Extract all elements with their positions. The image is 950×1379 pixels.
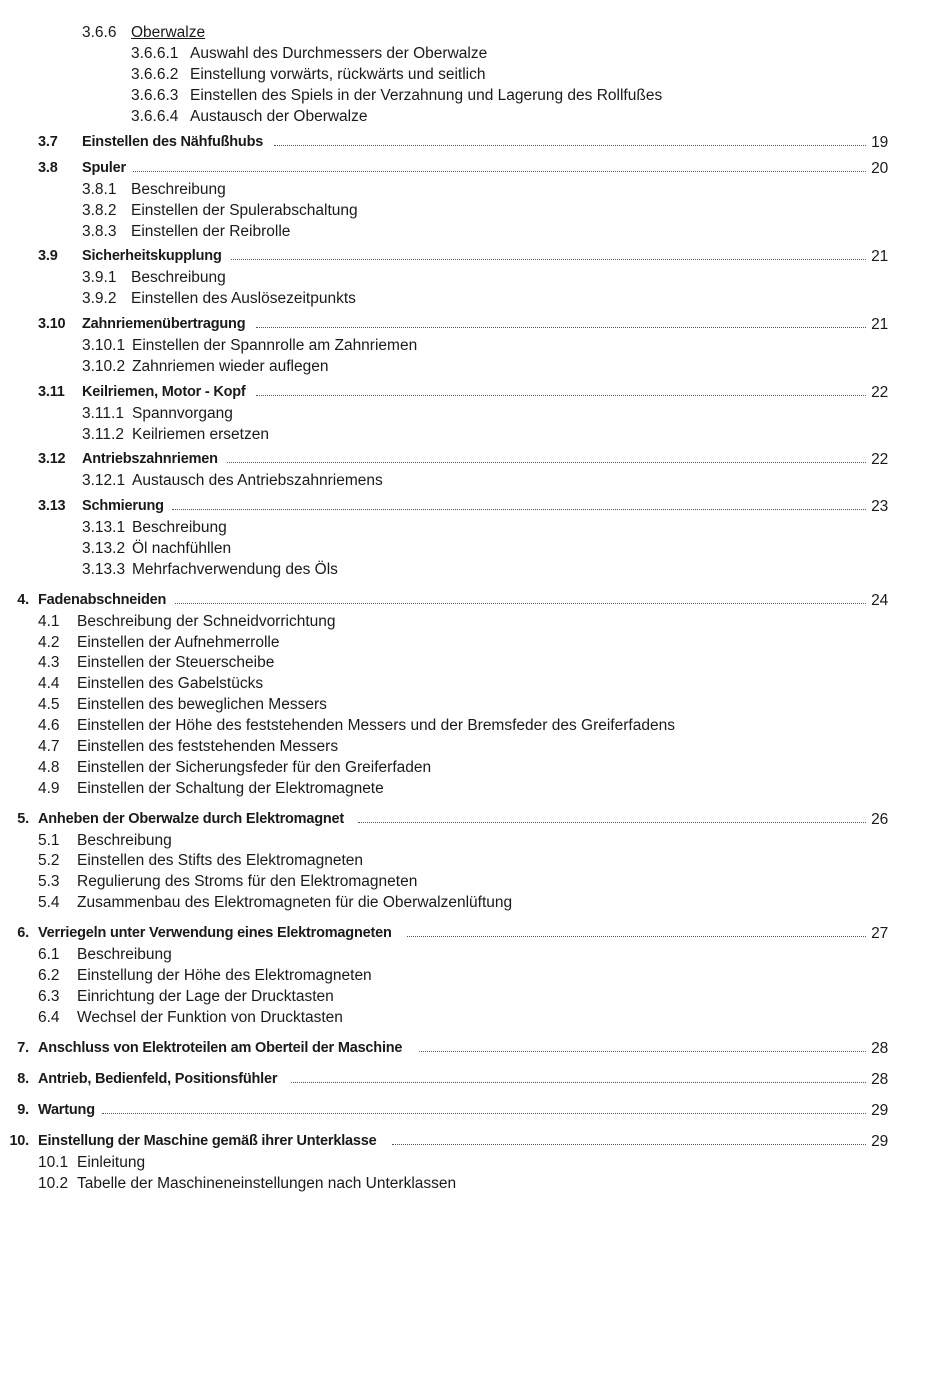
toc-label: Fadenabschneiden [38,592,167,608]
toc-label: Beschreibung der Schneidvorrichtung [77,613,336,630]
dot-leader [392,1144,866,1145]
toc-label: Wechsel der Funktion von Drucktasten [77,1009,343,1026]
toc-number: 5.2 [38,852,60,869]
toc-entry[interactable] [0,778,950,799]
toc-label: Oberwalze [131,24,206,41]
toc-number: 4.9 [38,780,60,797]
toc-label: Einstellen der Reibrolle [131,223,291,240]
toc-number: 3.9 [38,248,58,264]
dot-leader [227,462,866,463]
toc-entry[interactable] [0,871,950,892]
toc-label: Wartung [38,1102,95,1118]
toc-entry[interactable] [0,830,950,851]
toc-entry[interactable] [0,1173,950,1194]
toc-number: 4.1 [38,613,60,630]
toc-number: 3.8.2 [82,202,117,219]
dot-leader [231,259,866,260]
toc-number: 4.7 [38,738,60,755]
toc-label: Beschreibung [77,946,172,963]
toc-heading[interactable] [0,382,950,403]
toc-entry[interactable] [0,267,950,288]
toc-number: 6.1 [38,946,60,963]
toc-page-number: 24 [871,592,888,609]
toc-number: 3.10.1 [82,337,126,354]
toc-number: 10. [9,1133,29,1149]
toc-number: 4.6 [38,717,60,734]
toc-label: Spuler [82,160,126,176]
toc-label: Einstellen des feststehenden Messers [77,738,339,755]
toc-number: 10.1 [38,1154,69,1171]
toc-label: Einstellung vorwärts, rückwärts und seitlich [190,66,486,83]
toc-entry[interactable] [0,22,950,43]
toc-number: 3.6.6.3 [131,87,179,104]
toc-number: 4.3 [38,654,60,671]
dot-leader [291,1082,866,1083]
toc-page-number: 19 [871,134,888,151]
toc-page-number: 27 [871,925,888,942]
dot-leader [133,171,866,172]
toc-number: 7. [17,1040,29,1056]
toc-number: 4.5 [38,696,60,713]
toc-entry[interactable] [0,715,950,736]
toc-heading[interactable] [0,923,950,944]
dot-leader [256,327,866,328]
toc-number: 10.2 [38,1175,69,1192]
toc-number: 8. [17,1071,29,1087]
toc-page-number: 20 [871,160,888,177]
toc-entry[interactable] [0,43,950,64]
toc-label: Sicherheitskupplung [82,248,222,264]
toc-page-number: 23 [871,498,888,515]
toc-number: 3.6.6.1 [131,45,179,62]
toc-entry[interactable] [0,221,950,242]
toc-number: 5.3 [38,873,60,890]
toc-page-number: 22 [871,384,888,401]
toc-number: 5.4 [38,894,60,911]
toc-number: 4. [17,592,29,608]
toc-number: 4.8 [38,759,60,776]
toc-label: Regulierung des Stroms für den Elektromagneten [77,873,418,890]
toc-label: Einstellen der Höhe des feststehenden Messers und der Bremsfeder des Greiferfadens [77,717,675,734]
toc-entry[interactable] [0,965,950,986]
dot-leader [175,603,866,604]
toc-number: 3.8 [38,160,58,176]
toc-entry[interactable] [0,736,950,757]
toc-number: 3.9.2 [82,290,117,307]
toc-label: Antrieb, Bedienfeld, Positionsfühler [38,1071,278,1087]
toc-heading[interactable] [0,246,950,267]
toc-label: Einstellen der Schaltung der Elektromagnete [77,780,384,797]
toc-label: Einleitung [77,1154,146,1171]
toc-label: Einstellen des Spiels in der Verzahnung und Lagerung des Rollfußes [190,87,663,104]
toc-label: Anheben der Oberwalze durch Elektromagnet [38,811,345,827]
toc-label: Beschreibung [131,269,226,286]
toc-number: 3.8.1 [82,181,117,198]
toc-number: 6. [17,925,29,941]
toc-entry[interactable] [0,694,950,715]
toc-label: Zusammenbau des Elektromagneten für die Oberwalzenlüftung [77,894,513,911]
toc-label: Einstellen der Spannrolle am Zahnriemen [132,337,418,354]
toc-number: 3.13.2 [82,540,126,557]
toc-label: Öl nachfühllen [132,540,232,557]
toc-page-number: 21 [871,248,888,265]
toc-number: 6.3 [38,988,60,1005]
dot-leader [358,822,866,823]
toc-number: 9. [17,1102,29,1118]
toc-label: Schmierung [82,498,164,514]
toc-label: Einstellen der Sicherungsfeder für den Greiferfaden [77,759,432,776]
toc-label: Austausch des Antriebszahnriemens [132,472,383,489]
toc-label: Austausch der Oberwalze [190,108,368,125]
toc-number: 3.9.1 [82,269,117,286]
toc-number: 5.1 [38,832,60,849]
toc-page-number: 26 [871,811,888,828]
toc-heading[interactable] [0,809,950,830]
toc-entry[interactable] [0,85,950,106]
toc-label: Anschluss von Elektroteilen am Oberteil der Maschine [38,1040,403,1056]
toc-label: Keilriemen ersetzen [132,426,269,443]
toc-label: Antriebszahnriemen [82,451,218,467]
toc-number: 4.2 [38,634,60,651]
toc-heading[interactable] [0,1069,950,1090]
toc-number: 3.11 [38,384,65,400]
toc-heading[interactable] [0,1100,950,1121]
toc-entry[interactable] [0,757,950,778]
toc-entry[interactable] [0,1152,950,1173]
toc-label: Einstellen der Steuerscheibe [77,654,275,671]
toc-page-number: 28 [871,1071,888,1088]
toc-label: Einstellen der Spulerabschaltung [131,202,358,219]
toc-label: Einstellen des Stifts des Elektromagneten [77,852,364,869]
toc-entry[interactable] [0,892,950,913]
toc-entry[interactable] [0,944,950,965]
toc-number: 5. [17,811,29,827]
toc-entry[interactable] [0,288,950,309]
toc-heading[interactable] [0,590,950,611]
toc-entry[interactable] [0,538,950,559]
toc-number: 3.10.2 [82,358,126,375]
toc-label: Zahnriemenübertragung [82,316,246,332]
toc-label: Einstellen des Gabelstücks [77,675,264,692]
toc-heading[interactable] [0,449,950,470]
toc-entry[interactable] [0,470,950,491]
toc-label: Einstellung der Höhe des Elektromagneten [77,967,372,984]
toc-label: Einstellen der Aufnehmerrolle [77,634,280,651]
toc-entry[interactable] [0,986,950,1007]
toc-label: Mehrfachverwendung des Öls [132,561,338,578]
toc-number: 3.13 [38,498,66,514]
toc-label: Auswahl des Durchmessers der Oberwalze [190,45,488,62]
toc-entry[interactable] [0,632,950,653]
toc-number: 3.6.6.4 [131,108,179,125]
toc-label: Beschreibung [131,181,226,198]
toc-number: 6.4 [38,1009,60,1026]
toc-number: 3.12 [38,451,66,467]
toc-entry[interactable] [0,179,950,200]
toc-number: 3.6.6 [82,24,117,41]
toc-heading[interactable] [0,1131,950,1152]
dot-leader [102,1113,866,1114]
toc-entry[interactable] [0,517,950,538]
toc-label: Zahnriemen wieder auflegen [132,358,329,375]
toc-label: Einstellen des Auslösezeitpunkts [131,290,356,307]
toc-entry[interactable] [0,106,950,127]
toc-entry[interactable] [0,850,950,871]
toc-heading[interactable] [0,1038,950,1059]
toc-label: Einstellen des Nähfußhubs [82,134,264,150]
toc-entry[interactable] [0,403,950,424]
toc-number: 3.6.6.2 [131,66,179,83]
toc-label: Tabelle der Maschineneinstellungen nach Unterklassen [77,1175,457,1192]
toc-label: Beschreibung [77,832,172,849]
toc-page-number: 28 [871,1040,888,1057]
dot-leader [407,936,866,937]
toc-entry[interactable] [0,64,950,85]
toc-label: Einstellen des beweglichen Messers [77,696,327,713]
toc-number: 3.13.1 [82,519,126,536]
toc-number: 3.11.1 [82,405,124,422]
toc-number: 3.13.3 [82,561,126,578]
toc-entry[interactable] [0,652,950,673]
toc-entry[interactable] [0,424,950,445]
dot-leader [256,395,866,396]
dot-leader [172,509,866,510]
toc-page-number: 29 [871,1102,888,1119]
toc-entry[interactable] [0,200,950,221]
toc-label: Einstellung der Maschine gemäß ihrer Unterklasse [38,1133,377,1149]
toc-heading[interactable] [0,158,950,179]
toc-heading[interactable] [0,496,950,517]
toc-number: 6.2 [38,967,60,984]
toc-page-number: 29 [871,1133,888,1150]
toc-number: 3.10 [38,316,66,332]
dot-leader [419,1051,866,1052]
toc-label: Beschreibung [132,519,227,536]
toc-label: Verriegeln unter Verwendung eines Elektromagneten [38,925,392,941]
toc-label: Keilriemen, Motor - Kopf [82,384,246,400]
toc-label: Einrichtung der Lage der Drucktasten [77,988,334,1005]
toc-label: Spannvorgang [132,405,233,422]
toc-page-number: 21 [871,316,888,333]
toc-entry[interactable] [0,611,950,632]
toc-entry[interactable] [0,356,950,377]
toc-number: 3.7 [38,134,58,150]
toc-entry[interactable] [0,673,950,694]
toc-number: 4.4 [38,675,60,692]
toc-number: 3.11.2 [82,426,124,443]
toc-number: 3.12.1 [82,472,126,489]
toc-number: 3.8.3 [82,223,117,240]
toc-entry[interactable] [0,1007,950,1028]
toc-heading[interactable] [0,314,950,335]
toc-page-number: 22 [871,451,888,468]
toc-entry[interactable] [0,335,950,356]
dot-leader [274,145,866,146]
toc-entry[interactable] [0,559,950,580]
toc-heading[interactable] [0,132,950,153]
